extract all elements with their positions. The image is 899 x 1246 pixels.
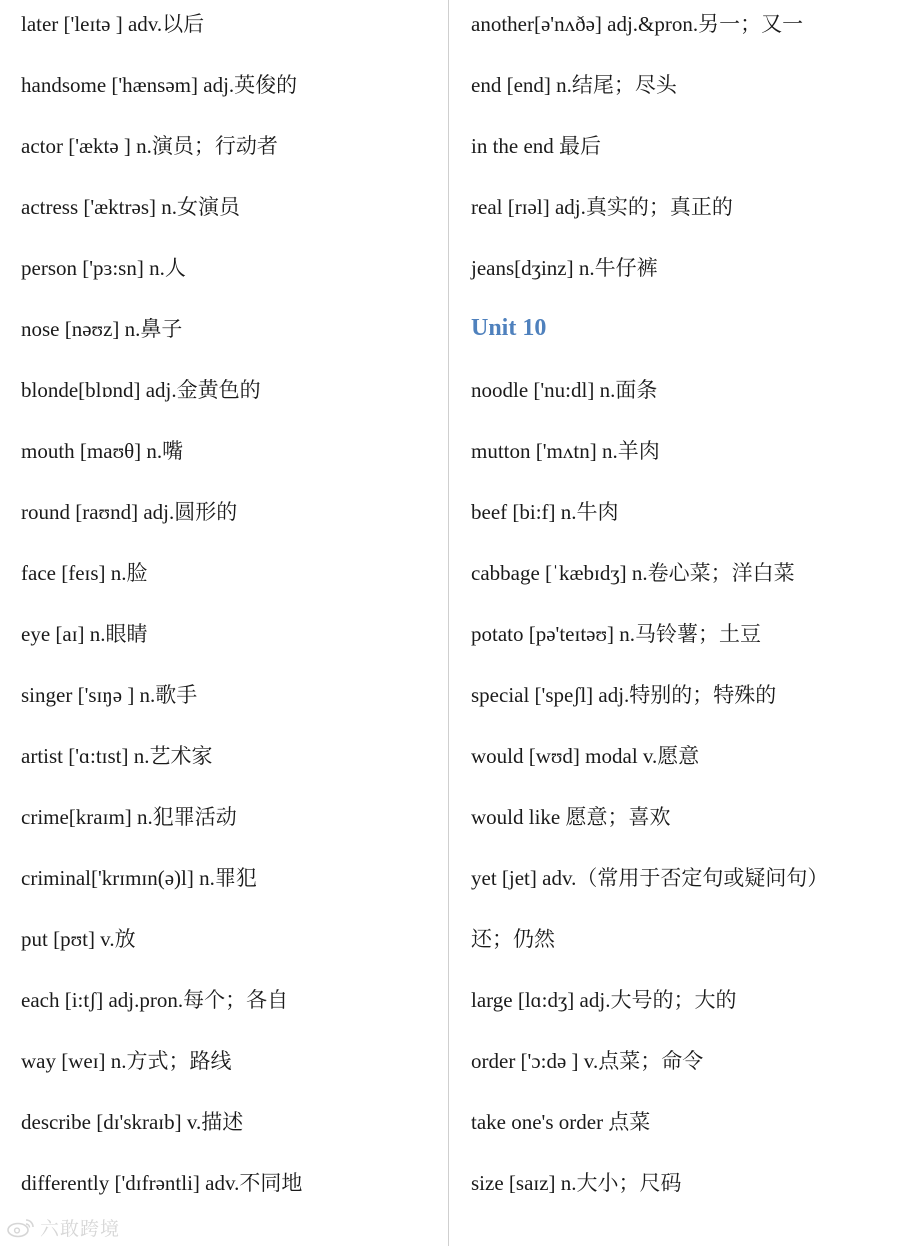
- vocab-entry: would [wʊd] modal v.愿意: [471, 744, 700, 768]
- vocab-entry: end [end] n.结尾；尽头: [471, 73, 677, 97]
- vocab-entry: differently ['dɪfrəntli] adv.不同地: [21, 1171, 303, 1195]
- vocab-entry: put [pʊt] v.放: [21, 927, 136, 951]
- vocab-entry: cabbage [ˈkæbɪdʒ] n.卷心菜；洋白菜: [471, 561, 795, 585]
- vocab-entry: blonde[blɒnd] adj.金黄色的: [21, 378, 261, 402]
- vocab-entry: artist ['ɑ:tɪst] n.艺术家: [21, 744, 213, 768]
- vocab-entry: each [i:tʃ] adj.pron.每个；各自: [21, 988, 289, 1012]
- vocab-entry: describe [dɪ'skraɪb] v.描述: [21, 1110, 244, 1134]
- vocab-entry: way [weɪ] n.方式；路线: [21, 1049, 232, 1073]
- vocab-entry: criminal['krɪmɪn(ə)l] n.罪犯: [21, 866, 257, 890]
- vocab-entry: order ['ɔ:də ] v.点菜；命令: [471, 1049, 704, 1073]
- vocab-entry: jeans[dʒinz] n.牛仔裤: [471, 256, 658, 280]
- column-divider: [448, 0, 449, 1246]
- vocab-entry: round [raʊnd] adj.圆形的: [21, 500, 238, 524]
- vocab-entry: mouth [maʊθ] n.嘴: [21, 439, 184, 463]
- weibo-logo-icon: [6, 1216, 36, 1238]
- vocab-entry: actor ['æktə ] n.演员；行动者: [21, 134, 278, 158]
- vocab-entry: special ['speʃl] adj.特别的；特殊的: [471, 683, 777, 707]
- vocab-entry: yet [jet] adv.（常用于否定句或疑问句）: [471, 866, 829, 890]
- vocab-entry: noodle ['nu:dl] n.面条: [471, 378, 658, 402]
- unit-heading: Unit 10: [471, 315, 547, 341]
- vocab-entry: would like 愿意；喜欢: [471, 805, 671, 829]
- vocab-entry: large [lɑ:dʒ] adj.大号的；大的: [471, 988, 737, 1012]
- vocab-entry: real [rɪəl] adj.真实的；真正的: [471, 195, 733, 219]
- vocab-entry: in the end 最后: [471, 134, 602, 158]
- vocab-entry-continued: 还；仍然: [471, 927, 555, 951]
- vocab-entry: nose [nəʊz] n.鼻子: [21, 317, 183, 341]
- vocab-entry: later ['leɪtə ] adv.以后: [21, 12, 205, 36]
- vocab-entry: mutton ['mʌtn] n.羊肉: [471, 439, 660, 463]
- vocab-entry: person ['pɜ:sn] n.人: [21, 256, 186, 280]
- right-vocabulary-column: [451, 0, 899, 1246]
- vocab-entry: take one's order 点菜: [471, 1110, 651, 1134]
- vocab-entry: another[ə'nʌðə] adj.&pron.另一；又一: [471, 12, 804, 36]
- vocab-entry: face [feɪs] n.脸: [21, 561, 148, 585]
- vocab-entry: singer ['sɪŋə ] n.歌手: [21, 683, 198, 707]
- vocab-entry: size [saɪz] n.大小；尺码: [471, 1171, 682, 1195]
- watermark-text: 六敢跨境: [40, 1217, 121, 1240]
- vocab-entry: beef [bi:f] n.牛肉: [471, 500, 619, 524]
- vocab-entry: handsome ['hænsəm] adj.英俊的: [21, 73, 298, 97]
- vocab-entry: eye [aɪ] n.眼睛: [21, 622, 148, 646]
- vocab-entry: actress ['æktrəs] n.女演员: [21, 195, 240, 219]
- left-vocabulary-column: [0, 0, 448, 1246]
- vocab-entry: crime[kraɪm] n.犯罪活动: [21, 805, 237, 829]
- vocab-entry: potato [pə'teɪtəʊ] n.马铃薯；土豆: [471, 622, 762, 646]
- watermark: [6, 1212, 120, 1242]
